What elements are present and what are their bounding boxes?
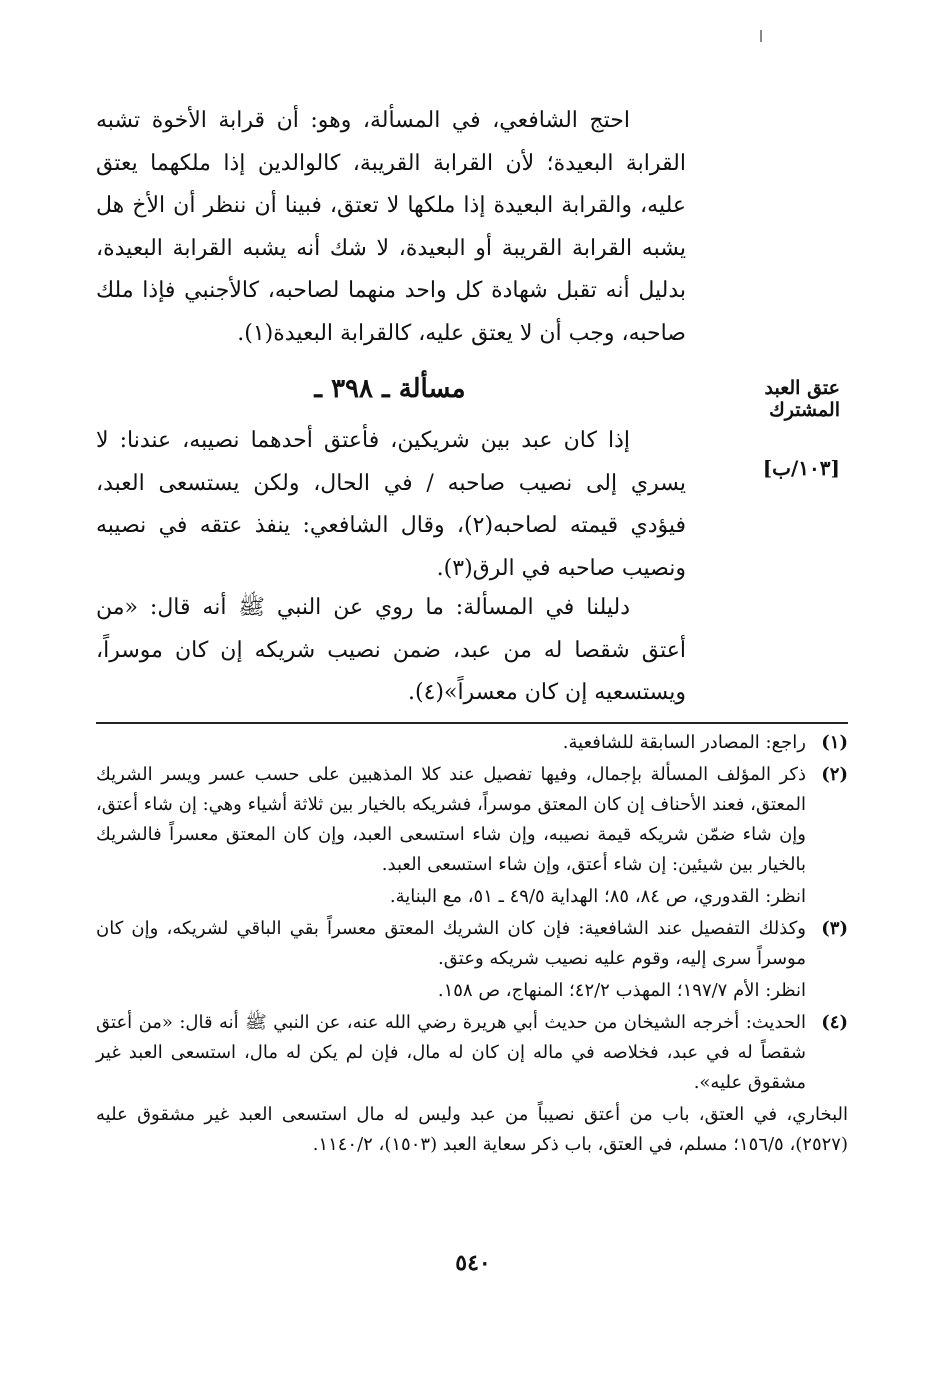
footnote-2-reference: انظر: القدوري، ص ٨٤، ٨٥؛ الهداية ٤٩/٥ ـ ٥١، مع البناية.: [389, 886, 806, 907]
footnote-number: (٣): [821, 918, 848, 939]
footnote-4: [96, 1008, 848, 1098]
footnote-text: وكذلك التفصيل عند الشافعية: فإن كان الشريك المعتق معسراً بقي الباقي لشريكه، وإن كان موسراً سرى إليه، وقوم عليه نصيب شريكه وعتق.: [96, 918, 806, 969]
footnote-number: (٤): [821, 1012, 848, 1033]
footnotes-section: [96, 728, 848, 1162]
scan-mark: [760, 30, 762, 42]
footnote-1: [96, 728, 848, 758]
page-number: ٥٤٠: [455, 1250, 491, 1276]
footnote-3: [96, 914, 848, 974]
footnote-2: [96, 760, 848, 880]
footnote-text: الحديث: أخرجه الشيخان من حديث أبي هريرة رضي الله عنه، عن النبي ﷺ أنه قال: «من أعتق شقصاً له في عبد، فخلاصه في ماله إن كان له مال، فإن لم يكن له مال، استسعى العبد غير مشقوق عليه».: [96, 1012, 806, 1093]
footnote-4-reference: البخاري، في العتق، باب من أعتق نصيباً من عبد وليس له مال استسعى العبد غير مشقوق عليه (٢٥٢٧)، ١٥٦/٥؛ مسلم، في العتق، باب ذكر سعاية العبد (١٥٠٣)، ١١٤٠/٢.: [96, 1104, 848, 1155]
footnote-separator: [96, 722, 848, 724]
margin-topic-label: عتق العبد المشترك: [764, 377, 840, 421]
paragraph-issue-statement: إذا كان عبد بين شريكين، فأعتق أحدهما نصيبه، عندنا: لا يسري إلى نصيب صاحبه / في الحال، ولكن يستسعى العبد، فيؤدي قيمته لصاحبه(٢)، وقال الشافعي: ينفذ عتقه في نصيبه ونصيب صاحبه في الرق(٣).: [96, 428, 687, 581]
footnote-text: راجع: المصادر السابقة للشافعية.: [562, 732, 806, 753]
footnote-number: (٢): [821, 764, 848, 785]
paragraph-evidence: دليلنا في المسألة: ما روي عن النبي ﷺ أنه قال: «من أعتق شقصا له من عبد، ضمن نصيب شريكه إن كان موسراً، ويستسعيه إن كان معسراً»(٤).: [96, 595, 686, 705]
manuscript-folio-ref: [١٠٣/ب]: [762, 456, 840, 480]
footnote-number: (١): [821, 732, 848, 753]
footnote-text: ذكر المؤلف المسألة بإجمال، وفيها تفصيل عند كلا المذهبين على حسب عسر ويسر الشريك المعتق، فعند الأحناف إن كان المعتق موسراً، فشريكه بالخيار بين ثلاثة أشياء وهي: إن شاء أعتق، وإن شاء ضمّن شريكه قيمة نصيبه، وإن شاء استسعى العبد، وإن كان المعتق معسراً فالشريك بالخيار بين شيئين: إن شاء أعتق، وإن شاء استسعى العبد.: [96, 764, 806, 875]
footnote-3-reference: انظر: الأم ١٩٧/٧؛ المهذب ٤٢/٢؛ المنهاج، ص ١٥٨.: [437, 980, 806, 1001]
paragraph-shafii-argument: احتج الشافعي، في المسألة، وهو: أن قرابة الأخوة تشبه القرابة البعيدة؛ لأن القرابة القريبة، كالوالدين إذا ملكهما يعتق عليه، والقرابة البعيدة إذا ملكها لا تعتق، فبينا أن ننظر أن الأخ هل يشبه القرابة القريبة أو البعيدة، لا شك أنه يشبه القرابة البعيدة، بدليل أنه تقبل شهادة كل واحد منهما لصاحبه، كالأجنبي فإذا ملك صاحبه، وجب أن لا يعتق عليه، كالقرابة البعيدة(١).: [96, 108, 686, 346]
issue-title: مسألة ـ ٣٩٨ ـ: [314, 374, 466, 404]
